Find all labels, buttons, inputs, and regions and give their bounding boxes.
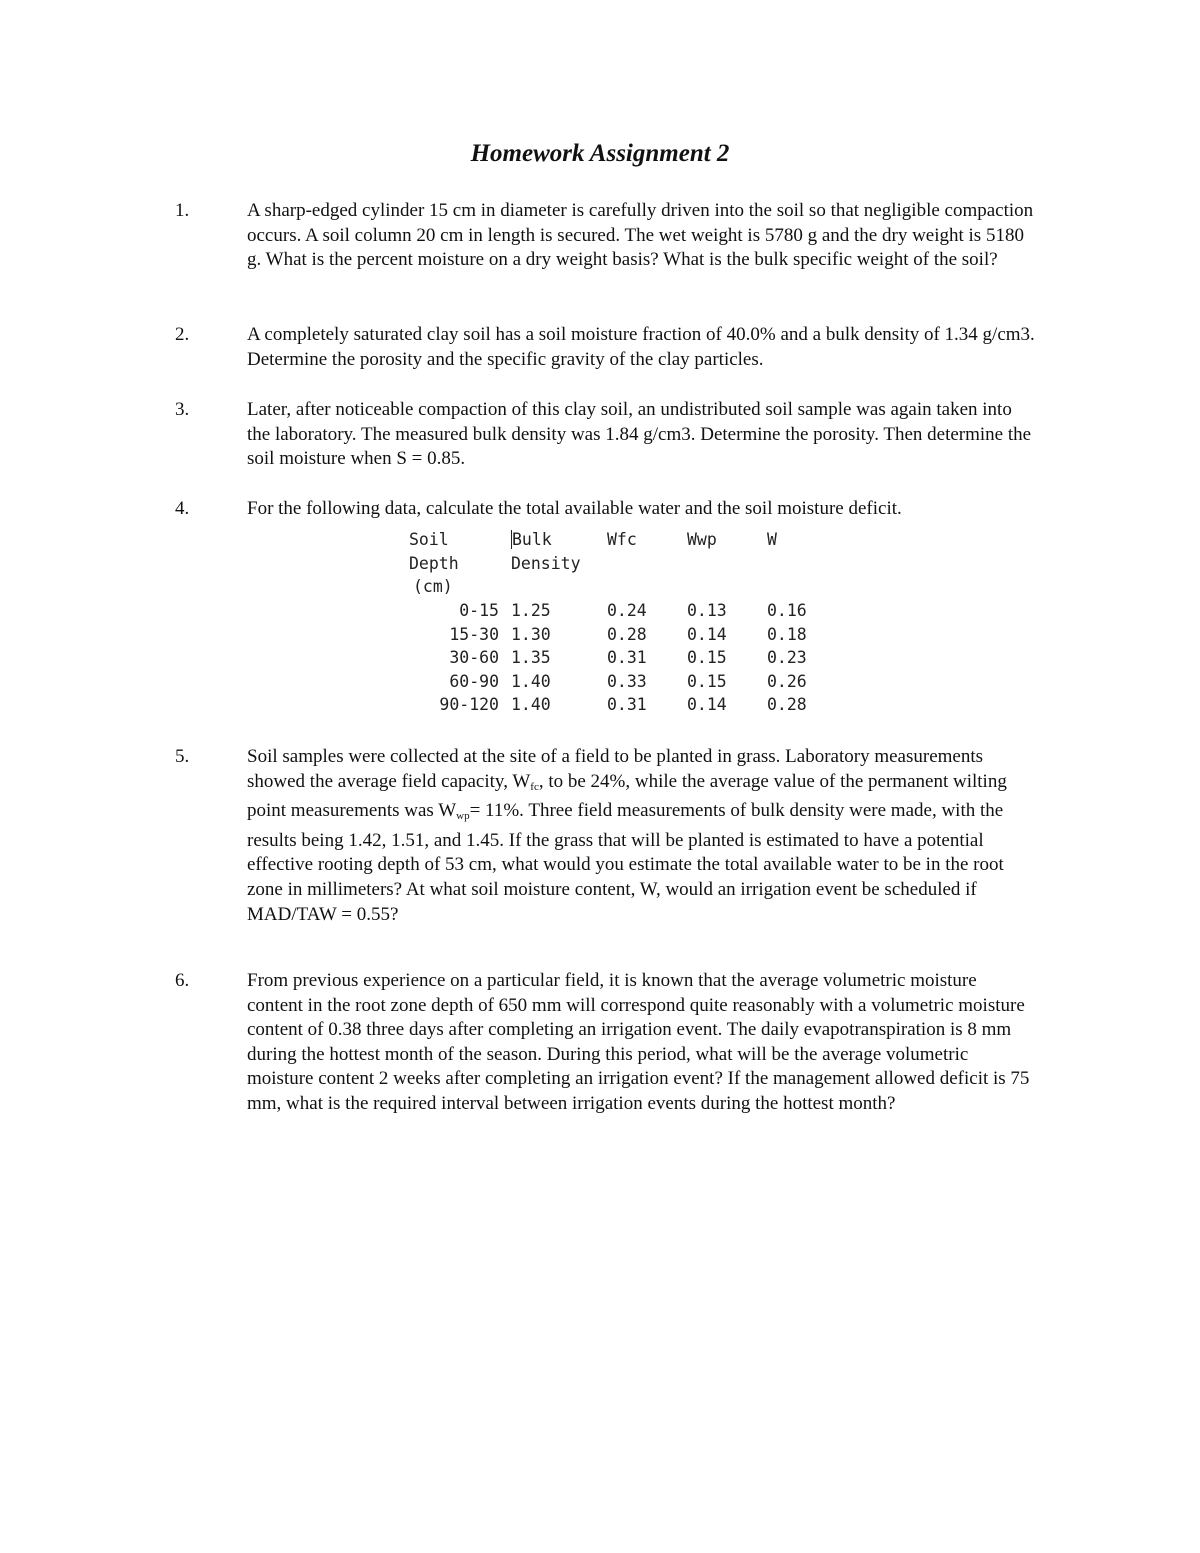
table-cell: 1.40 <box>511 695 551 715</box>
question-number: 2. <box>175 324 190 345</box>
table-row <box>395 693 827 717</box>
table-cell: 0.28 <box>767 695 807 715</box>
table-header-cell <box>767 575 827 599</box>
subscript: wp <box>456 810 470 823</box>
table-header-cell: Depth <box>409 553 459 573</box>
table-header-row <box>395 552 827 576</box>
question-number: 3. <box>175 399 190 420</box>
table-cell: 0-15 <box>459 601 499 621</box>
page-title: Homework Assignment 2 <box>470 140 730 167</box>
question-4 <box>175 497 1035 522</box>
question-text: Soil samples were collected at the site of a field to be planted in grass. Laboratory measurements showed the average field capacity, $W_{fc}$, to be 24%, while the average value of the permanent wilting point measurements was $W_{wp}= 11\%$. Three field measurements of bulk density were made, with the results being 1.42, 1.51, and 1.45. If the grass that will be planted is estimated to have a potential effective rooting depth of 53 cm, what would you estimate the total available water to be in the root zone in millimeters? At what soil moisture content, W, would an irrigation event be scheduled if MAD/TAW = 0.55? <box>247 746 1007 925</box>
table-header-row <box>395 575 827 599</box>
question-text: Later, after noticeable compaction of this clay soil, an undistributed soil sample was again taken into the laboratory. The measured bulk density was 1.84 g/cm3. Determine the porosity. Then determine the soil moisture when S = 0.85. <box>247 399 1032 470</box>
question-number: 4. <box>175 498 190 519</box>
table-cell: 0.24 <box>607 601 647 621</box>
table-header-cell: Soil <box>409 530 449 550</box>
question-number: 6. <box>175 970 190 991</box>
table-cell: 0.14 <box>687 695 727 715</box>
table-cell: 0.31 <box>607 695 647 715</box>
question-2 <box>175 323 1035 372</box>
table-cell: 0.31 <box>607 648 647 668</box>
question-number: 1. <box>175 200 190 221</box>
table-cell: 60-90 <box>449 671 499 691</box>
table-cell: 1.30 <box>511 624 551 644</box>
question-text: A sharp-edged cylinder 15 cm in diameter is carefully driven into the soil so that negligible compaction occurs. A soil column 20 cm in length is secured. The wet weight is 5780 g and the dry weight is 5180 g. What is the percent moisture on a dry weight basis? What is the bulk specific weight of the soil? <box>247 200 1034 271</box>
table-cell: 1.40 <box>511 671 551 691</box>
table-cell: 0.16 <box>767 601 807 621</box>
table-cell: 0.28 <box>607 624 647 644</box>
table-header-cell <box>687 552 767 576</box>
table-header-cell: Bulk <box>512 530 552 550</box>
table-cell: 0.18 <box>767 624 807 644</box>
table-header-cell <box>687 575 767 599</box>
soil-data-table <box>395 528 827 717</box>
table-row <box>395 622 827 646</box>
table-cell: 0.23 <box>767 648 807 668</box>
table-row <box>395 670 827 694</box>
table-cell: 15-30 <box>449 624 499 644</box>
table-header-cell: (cm) <box>413 577 453 597</box>
table-header-cell <box>607 575 687 599</box>
table-cell: 1.35 <box>511 648 551 668</box>
table-row <box>395 646 827 670</box>
question-5 <box>175 745 1035 927</box>
question-1 <box>175 199 1035 273</box>
table-header-row <box>395 528 827 552</box>
table-header-cell <box>511 575 607 599</box>
table-header-cell: Wfc <box>607 530 637 550</box>
table-cell: 0.33 <box>607 671 647 691</box>
table-header-cell <box>767 552 827 576</box>
table-cell: 90-120 <box>439 695 499 715</box>
table-cell: 30-60 <box>449 648 499 668</box>
question-text: A completely saturated clay soil has a soil moisture fraction of 40.0% and a bulk density of 1.34 g/cm3. Determine the porosity and the specific gravity of the clay particles. <box>247 324 1035 370</box>
table-cell: 0.15 <box>687 671 727 691</box>
table-cell: 0.13 <box>687 601 727 621</box>
question-text: For the following data, calculate the total available water and the soil moisture deficit. <box>247 498 902 519</box>
table-header-cell: W <box>767 530 777 550</box>
subscript: fc <box>530 780 539 793</box>
table-cell: 0.15 <box>687 648 727 668</box>
question-text: From previous experience on a particular field, it is known that the average volumetric moisture content in the root zone depth of 650 mm will correspond quite reasonably with a volumetric moisture content of 0.38 three days after completing an irrigation event. The daily evapotranspiration is 8 mm during the hottest month of the season. During this period, what will be the average volumetric moisture content 2 weeks after completing an irrigation event? If the management allowed deficit is 75 mm, what is the required interval between irrigation events during the hottest month? <box>247 970 1030 1114</box>
table-row <box>395 599 827 623</box>
table-cell: 0.14 <box>687 624 727 644</box>
table-cell: 1.25 <box>511 601 551 621</box>
table-header-cell: Wwp <box>687 530 717 550</box>
table-header-cell: Density <box>511 553 581 573</box>
table-header-cell <box>607 552 687 576</box>
question-6 <box>175 969 1035 1117</box>
question-number: 5. <box>175 746 190 767</box>
question-3 <box>175 398 1035 472</box>
table-cell: 0.26 <box>767 671 807 691</box>
